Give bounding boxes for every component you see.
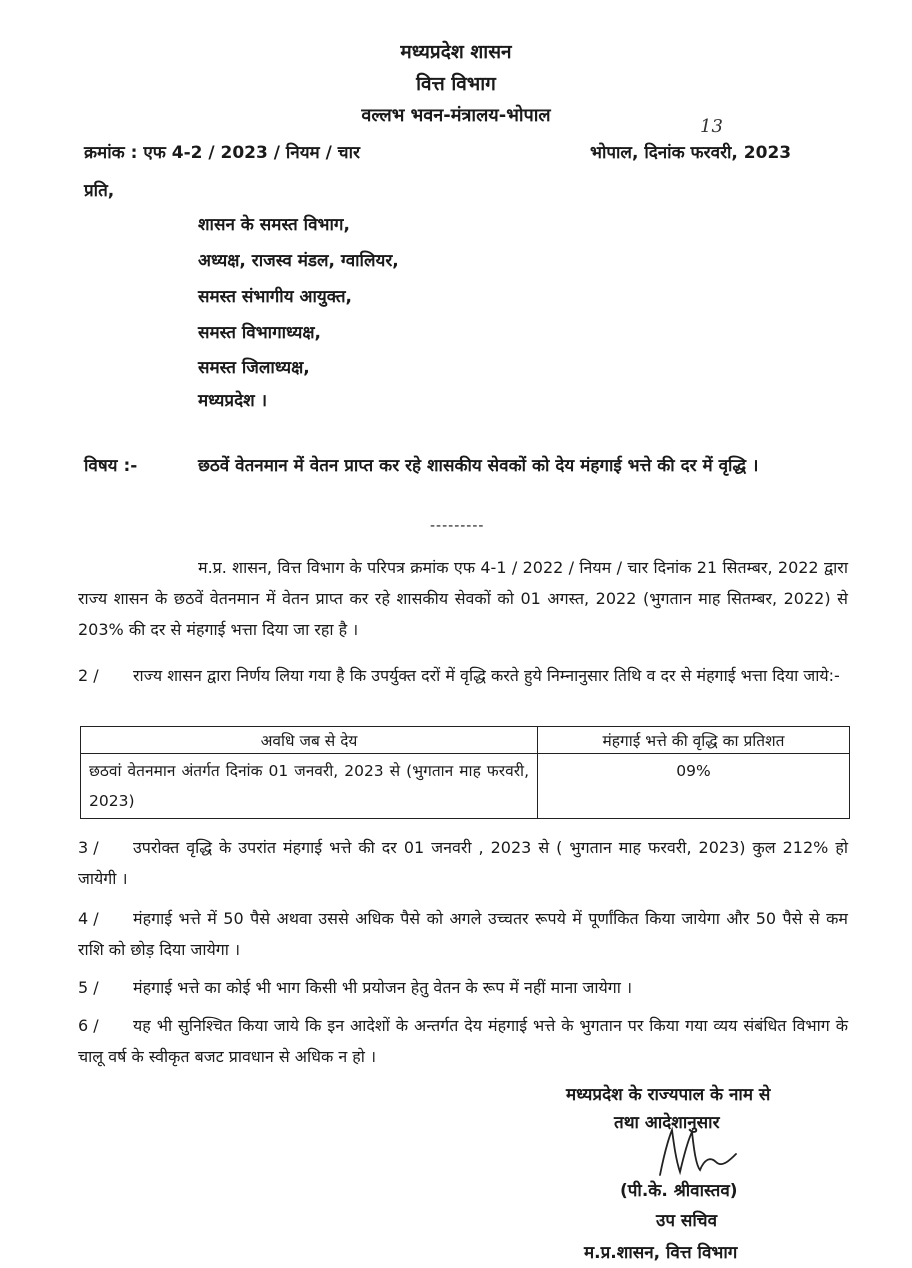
paragraph-number: 2 /	[78, 666, 99, 685]
paragraph-5-text: मंहगाई भत्ते का कोई भी भाग किसी भी प्रयोजन हेतु वेतन के रूप में नहीं माना जायेगा ।	[133, 978, 633, 997]
signatory-designation: उप सचिव	[656, 1211, 718, 1231]
table-cell-percent: 09%	[538, 754, 850, 819]
header-address: वल्लभ भवन-मंत्रालय-भोपाल	[361, 105, 551, 126]
paragraph-number: 6 /	[78, 1016, 99, 1035]
recipient-line: मध्यप्रदेश ।	[198, 391, 268, 411]
paragraph-3	[78, 832, 848, 894]
paragraph-number: 4 /	[78, 909, 99, 928]
paragraph-5	[78, 972, 848, 1003]
paragraph-2	[78, 660, 848, 691]
signature-order: तथा आदेशानुसार	[614, 1113, 720, 1133]
table-header-percent: मंहगाई भत्ते की वृद्धि का प्रतिशत	[538, 727, 850, 754]
paragraph-4-text: मंहगाई भत्ते में 50 पैसे अथवा उससे अधिक पैसे को अगले उच्चतर रूपये में पूर्णांकित किया जायेगा और 50 पैसे से कम राशि को छोड़ दिया जायेगा ।	[78, 909, 848, 959]
table-header-row	[81, 727, 850, 754]
place-date: भोपाल, दिनांक फरवरी, 2023	[590, 143, 792, 163]
header-government: मध्यप्रदेश शासन	[400, 41, 512, 63]
handwritten-day: 13	[700, 116, 723, 137]
paragraph-1-text: म.प्र. शासन, वित्त विभाग के परिपत्र क्रमांक एफ 4-1 / 2022 / नियम / चार दिनांक 21 सितम्बर, 2022 द्वारा राज्य शासन के छठवें वेतनमान में वेतन प्राप्त कर रहे शासकीय सेवकों को 01 अगस्त, 2022 (भुगतान माह सितम्बर, 2022) से 203% की दर से मंहगाई भत्ता दिया जा रहा है ।	[78, 558, 848, 639]
reference-number: क्रमांक : एफ 4-2 / 2023 / नियम / चार	[84, 143, 360, 163]
separator: ---------	[430, 518, 485, 534]
paragraph-number: 3 /	[78, 838, 99, 857]
signatory-name: (पी.के. श्रीवास्तव)	[620, 1181, 738, 1201]
header-department: वित्त विभाग	[416, 73, 496, 95]
subject-text: छठवें वेतनमान में वेतन प्राप्त कर रहे शासकीय सेवकों को देय मंहगाई भत्ते की दर में वृद्धि ।	[198, 456, 759, 476]
table-row	[81, 754, 850, 819]
paragraph-number: 5 /	[78, 978, 99, 997]
paragraph-1	[78, 552, 848, 645]
signatory-office: म.प्र.शासन, वित्त विभाग	[584, 1243, 738, 1263]
recipient-line: अध्यक्ष, राजस्व मंडल, ग्वालियर,	[198, 251, 399, 271]
rate-table	[80, 726, 850, 819]
paragraph-4	[78, 903, 848, 965]
paragraph-6-text: यह भी सुनिश्चित किया जाये कि इन आदेशों के अन्तर्गत देय मंहगाई भत्ते के भुगतान पर किया गया व्यय संबंधित विभाग के चालू वर्ष के स्वीकृत बजट प्रावधान से अधिक न हो ।	[78, 1016, 848, 1066]
recipient-line: शासन के समस्त विभाग,	[198, 215, 350, 235]
recipient-line: समस्त विभागाध्यक्ष,	[198, 323, 321, 343]
to-label: प्रति,	[84, 181, 115, 201]
signature-authority: मध्यप्रदेश के राज्यपाल के नाम से	[566, 1085, 771, 1105]
paragraph-3-text: उपरोक्त वृद्धि के उपरांत मंहगाई भत्ते की दर 01 जनवरी , 2023 से ( भुगतान माह फरवरी, 2023) कुल 212% हो जायेगी ।	[78, 838, 848, 888]
paragraph-6	[78, 1010, 848, 1072]
recipient-line: समस्त जिलाध्यक्ष,	[198, 358, 310, 378]
table-header-period: अवधि जब से देय	[81, 727, 538, 754]
table-cell-period: छठवां वेतनमान अंतर्गत दिनांक 01 जनवरी, 2023 से (भुगतान माह फरवरी, 2023)	[81, 754, 538, 819]
subject-label: विषय :-	[84, 456, 138, 476]
paragraph-2-text: राज्य शासन द्वारा निर्णय लिया गया है कि उपर्युक्त दरों में वृद्धि करते हुये निम्नानुसार तिथि व दर से मंहगाई भत्ता दिया जाये:-	[133, 666, 840, 685]
recipient-line: समस्त संभागीय आयुक्त,	[198, 287, 352, 307]
